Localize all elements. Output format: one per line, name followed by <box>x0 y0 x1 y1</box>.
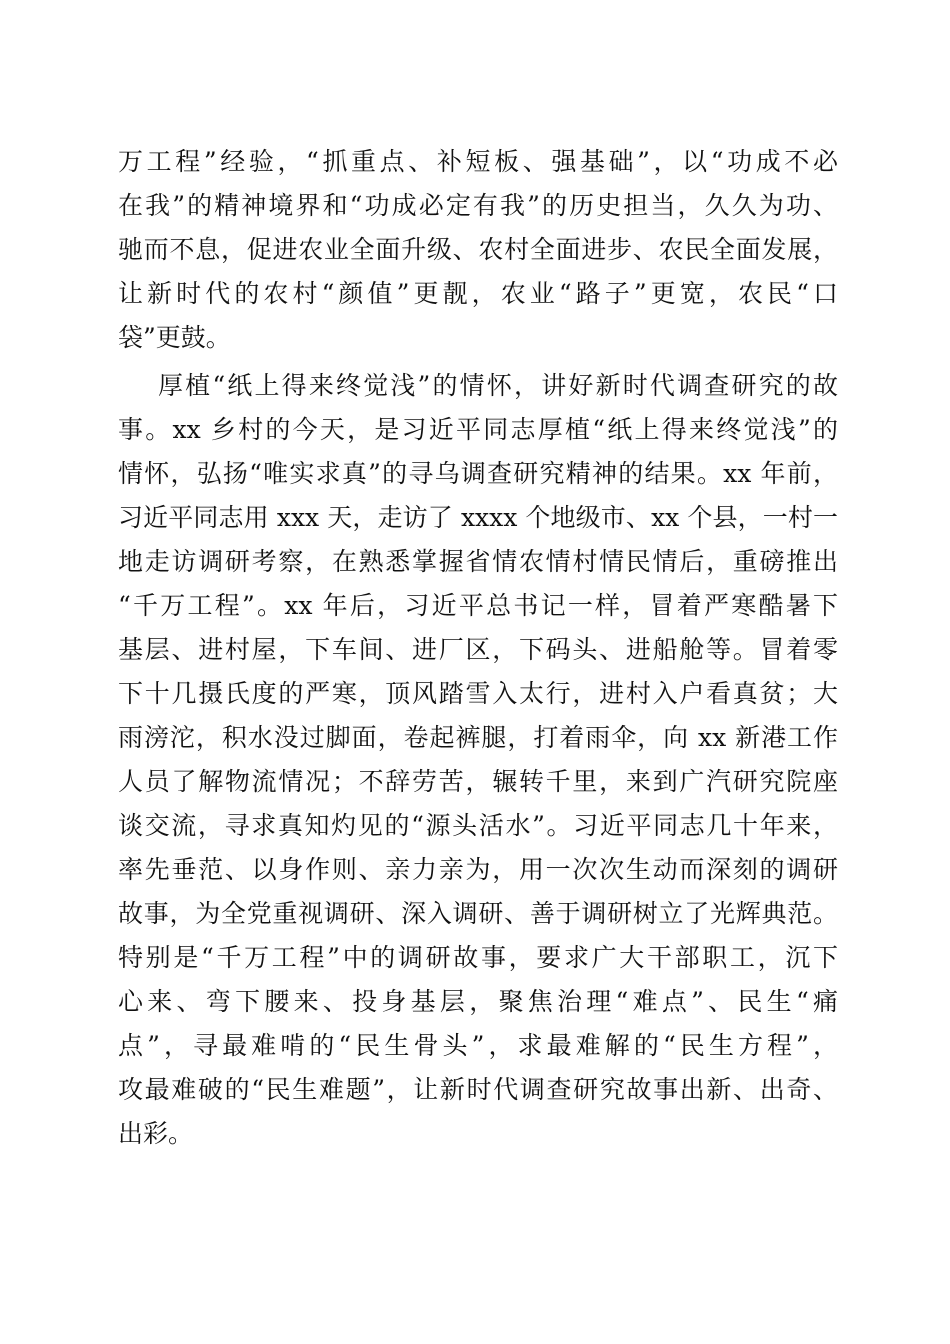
text-line: 雨滂沱，积水没过脚面，卷起裤腿，打着雨伞，向 xx 新港工作 <box>118 723 838 752</box>
text-line: 点”，寻最难啃的“民生骨头”，求最难解的“民生方程”， <box>118 1031 838 1060</box>
text-line: 特别是“千万工程”中的调研故事，要求广大干部职工，沉下 <box>118 943 838 972</box>
text-line: 厚植“纸上得来终觉浅”的情怀，讲好新时代调查研究的故 <box>158 371 838 400</box>
text-line: 下十几摄氏度的严寒，顶风踏雪入太行，进村入户看真贫；大 <box>118 679 838 708</box>
text-line: 率先垂范、以身作则、亲力亲为，用一次次生动而深刻的调研 <box>118 855 838 884</box>
text-line: “千万工程”。xx 年后，习近平总书记一样，冒着严寒酷暑下 <box>118 591 838 620</box>
text-line: 习近平同志用 xxx 天，走访了 xxxx 个地级市、xx 个县，一村一 <box>118 503 838 532</box>
text-line: 谈交流，寻求真知灼见的“源头活水”。习近平同志几十年来， <box>118 811 838 840</box>
text-line: 故事，为全党重视调研、深入调研、善于调研树立了光辉典范。 <box>118 899 838 928</box>
text-line: 心来、弯下腰来、投身基层，聚焦治理“难点”、民生“痛 <box>118 987 838 1016</box>
text-line: 基层、进村屋，下车间、进厂区，下码头、进船舱等。冒着零 <box>118 635 838 664</box>
text-line: 情怀，弘扬“唯实求真”的寻乌调查研究精神的结果。xx 年前， <box>118 459 838 488</box>
text-line: 万工程”经验，“抓重点、补短板、强基础”，以“功成不必 <box>118 147 838 176</box>
text-line: 地走访调研考察，在熟悉掌握省情农情村情民情后，重磅推出 <box>118 547 838 576</box>
text-line: 让新时代的农村“颜值”更靓，农业“路子”更宽，农民“口 <box>118 279 838 308</box>
text-line: 事。xx 乡村的今天，是习近平同志厚植“纸上得来终觉浅”的 <box>118 415 838 444</box>
text-line: 人员了解物流情况；不辞劳苦，辗转千里，来到广汽研究院座 <box>118 767 838 796</box>
text-line: 出彩。 <box>118 1119 194 1148</box>
text-line: 驰而不息，促进农业全面升级、农村全面进步、农民全面发展， <box>118 235 838 264</box>
text-line: 攻最难破的“民生难题”，让新时代调查研究故事出新、出奇、 <box>118 1075 838 1104</box>
text-line: 在我”的精神境界和“功成必定有我”的历史担当，久久为功、 <box>118 191 838 220</box>
text-line: 袋”更鼓。 <box>118 323 231 352</box>
